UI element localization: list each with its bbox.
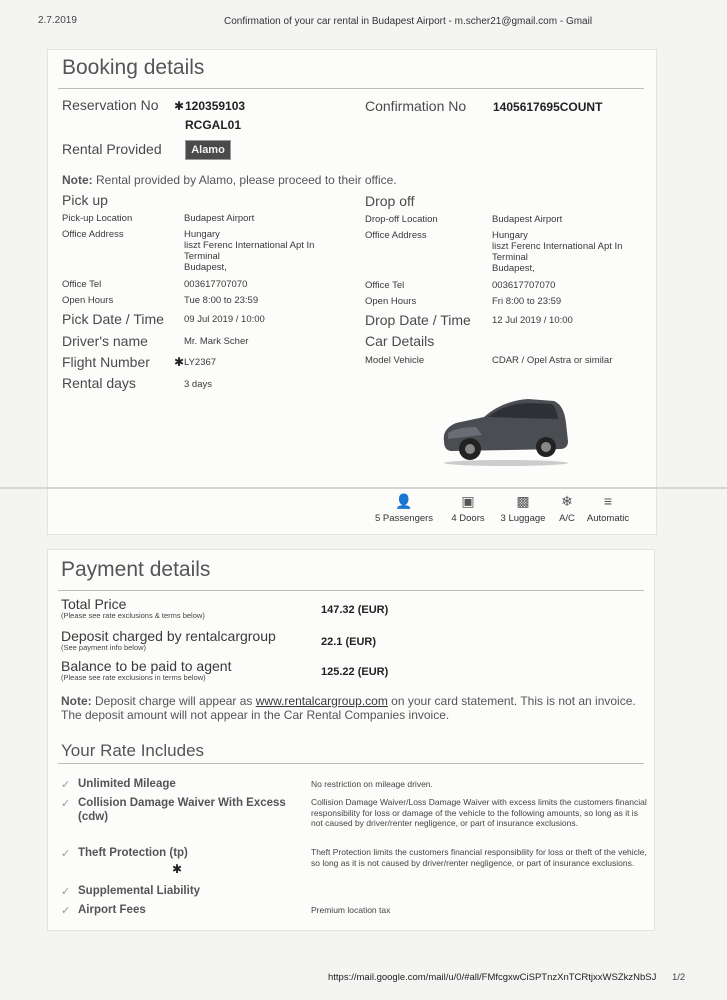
pickup-address-line: Terminal	[184, 251, 220, 262]
rate-item-desc: Premium location tax	[311, 905, 391, 915]
car-details-label: Car Details	[365, 333, 435, 349]
drop-date-label: Drop Date / Time	[365, 312, 471, 328]
feature-ac	[554, 489, 580, 524]
luggage-icon: ▩	[516, 493, 530, 509]
driver-value: Mr. Mark Scher	[184, 336, 249, 347]
pickup-heading: Pick up	[62, 192, 108, 208]
total-price-value: 147.32 (EUR)	[321, 604, 389, 616]
rate-includes-title: Your Rate Includes	[61, 741, 205, 760]
dropoff-tel-value: 003617707070	[492, 280, 556, 291]
note-text: on your card statement. This is not an invoice.	[387, 694, 636, 708]
car-image	[436, 393, 576, 469]
feature-label: 3 Luggage	[500, 513, 546, 524]
person-icon: 👤	[395, 493, 413, 509]
deposit-value: 22.1 (EUR)	[321, 636, 377, 648]
pickup-address-line: liszt Ferenc International Apt In	[184, 240, 315, 251]
page-number: 1/2	[672, 972, 686, 983]
checkmark-icon: ✓	[61, 848, 71, 860]
checkmark-icon: ✓	[61, 798, 71, 810]
note-text: Deposit charge will appear as	[91, 694, 256, 708]
rate-item-desc: Theft Protection limits the customers financial responsibility for loss or theft of the vehicle, so long as it is not caused by driver/renter negligence, or part of insurance exclusions.	[311, 847, 647, 868]
pick-date-label: Pick Date / Time	[62, 311, 164, 327]
pickup-address-label: Office Address	[62, 229, 124, 240]
dropoff-location-value: Budapest Airport	[492, 214, 563, 225]
rate-item-name: Theft Protection (tp)	[78, 847, 188, 859]
pickup-location-label: Pick-up Location	[62, 213, 133, 224]
pen-mark-icon: ✱	[174, 355, 185, 369]
checkmark-icon: ✓	[61, 886, 71, 898]
rentalcargroup-link[interactable]: www.rentalcargroup.com	[255, 694, 388, 708]
dropoff-address-label: Office Address	[365, 230, 427, 241]
confirmation-value: 1405617695COUNT	[493, 100, 603, 114]
car-door-icon: ▣	[461, 493, 475, 509]
pen-mark-icon: ✱	[172, 862, 183, 876]
note-label: Note:	[61, 694, 92, 708]
note-text: Rental provided by Alamo, please proceed to their office.	[92, 173, 397, 187]
confirmation-label: Confirmation No	[365, 98, 467, 114]
rental-days-label: Rental days	[62, 375, 136, 391]
print-title: Confirmation of your car rental in Budapest Airport - m.scher21@gmail.com - Gmail	[224, 16, 593, 27]
pick-date-value: 09 Jul 2019 / 10:00	[184, 314, 265, 325]
gearshift-icon: ≡	[603, 493, 613, 509]
pen-mark-icon: ✱	[174, 99, 185, 113]
checkmark-icon: ✓	[61, 779, 71, 791]
rate-item-name: Collision Damage Waiver With Excess (cdw)	[78, 797, 286, 823]
pickup-address-line: Budapest,	[184, 262, 227, 273]
feature-passengers	[370, 489, 438, 524]
feature-label: Automatic	[586, 513, 630, 524]
rental-days-value: 3 days	[184, 379, 212, 390]
snowflake-icon: ❄	[561, 493, 573, 509]
drop-date-value: 12 Jul 2019 / 10:00	[492, 315, 573, 326]
payment-title: Payment details	[61, 558, 211, 581]
pickup-tel-label: Office Tel	[62, 279, 102, 290]
dropoff-address-line: Hungary	[492, 230, 528, 241]
title-divider	[58, 590, 644, 591]
model-value: CDAR / Opel Astra or similar	[492, 355, 613, 366]
total-price-label: Total Price	[61, 596, 127, 612]
reservation-value-1: 120359103	[185, 99, 246, 113]
model-label: Model Vehicle	[365, 355, 425, 366]
feature-doors	[446, 489, 490, 524]
rate-item-name: Unlimited Mileage	[78, 778, 176, 790]
feature-label: 5 Passengers	[374, 513, 434, 524]
driver-label: Driver's name	[62, 333, 148, 349]
dropoff-address-line: Terminal	[492, 252, 528, 263]
reservation-label: Reservation No	[62, 97, 159, 113]
rental-provided-label: Rental Provided	[62, 141, 162, 157]
alamo-logo: Alamo	[185, 140, 231, 160]
rate-item-desc: No restriction on mileage driven.	[311, 779, 433, 789]
booking-title: Booking details	[62, 56, 205, 79]
payment-note	[61, 694, 636, 708]
pickup-hours-value: Tue 8:00 to 23:59	[184, 295, 259, 306]
balance-value: 125.22 (EUR)	[321, 666, 389, 678]
dropoff-tel-label: Office Tel	[365, 280, 405, 291]
balance-label: Balance to be paid to agent	[61, 658, 232, 674]
total-price-note: (Please see rate exclusions & terms below)	[61, 611, 205, 620]
rate-item-name: Supplemental Liability	[78, 885, 201, 897]
footer-url: https://mail.google.com/mail/u/0/#all/FMfcgxwCiSPTnzXnTCRtjxxWSZkzNbSJ	[328, 972, 657, 983]
feature-luggage	[496, 489, 550, 524]
title-divider	[58, 763, 644, 764]
pickup-address-line: Hungary	[184, 229, 220, 240]
booking-note	[62, 173, 397, 187]
balance-note: (Please see rate exclusions in terms below)	[61, 673, 206, 682]
dropoff-address-line: liszt Ferenc International Apt In	[492, 241, 623, 252]
deposit-note: (See payment info below)	[61, 643, 147, 652]
dropoff-hours-label: Open Hours	[365, 296, 417, 307]
dropoff-heading: Drop off	[365, 193, 415, 209]
feature-label: A/C	[559, 513, 575, 524]
feature-label: 4 Doors	[451, 513, 485, 524]
rate-item-name: Airport Fees	[78, 904, 146, 916]
title-divider	[58, 88, 644, 89]
checkmark-icon: ✓	[61, 905, 71, 917]
flight-value: LY2367	[184, 357, 217, 368]
paper-fold-line	[0, 487, 727, 489]
reservation-value-2: RCGAL01	[185, 118, 242, 132]
rate-item-desc: Collision Damage Waiver/Loss Damage Waiver with excess limits the customers financial responsibility for loss or damage of the vehicle to the following amounts, so long as it is not caused by driver/renter negligence, or part of insurance exclusions.	[311, 797, 647, 828]
dropoff-location-label: Drop-off Location	[365, 214, 438, 225]
pickup-hours-label: Open Hours	[62, 295, 114, 306]
print-date: 2.7.2019	[38, 15, 77, 26]
deposit-label: Deposit charged by rentalcargroup	[61, 628, 276, 644]
dropoff-hours-value: Fri 8:00 to 23:59	[492, 296, 562, 307]
dropoff-address-line: Budapest,	[492, 263, 535, 274]
flight-label: Flight Number	[62, 354, 150, 370]
note-label: Note:	[62, 173, 93, 187]
payment-note-line-2: The deposit amount will not appear in the Car Rental Companies invoice.	[61, 708, 450, 722]
pickup-location-value: Budapest Airport	[184, 213, 255, 224]
pickup-tel-value: 003617707070	[184, 279, 248, 290]
feature-automatic	[582, 489, 634, 524]
